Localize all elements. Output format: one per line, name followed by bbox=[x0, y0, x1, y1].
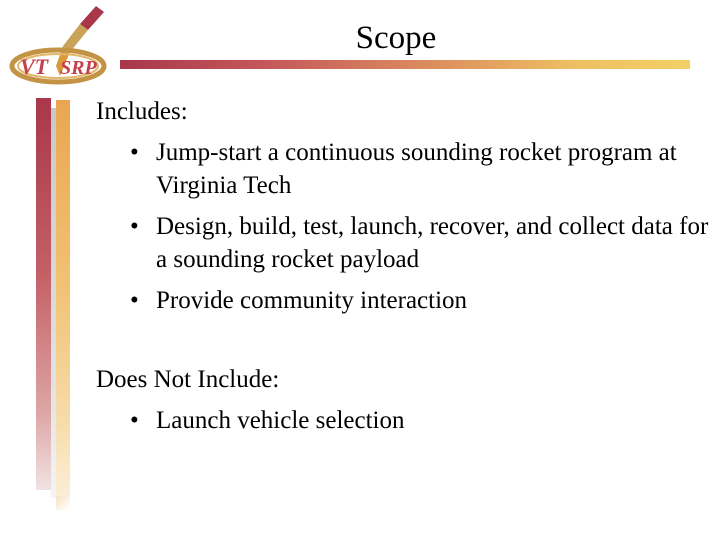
slide-title: Scope bbox=[355, 20, 437, 56]
bullet-item bbox=[130, 210, 716, 276]
bullet-text: Provide community interaction bbox=[156, 287, 468, 314]
bullet-item bbox=[130, 404, 716, 437]
logo-left-text: VT bbox=[20, 54, 49, 79]
bullet-dot: • bbox=[130, 407, 139, 434]
section-heading-does-not-include: Does Not Include: bbox=[96, 366, 280, 393]
bullet-dot: • bbox=[130, 139, 139, 166]
bullet-item bbox=[130, 284, 716, 317]
left-accent-bar-red bbox=[36, 98, 51, 490]
bullet-text: Launch vehicle selection bbox=[156, 407, 405, 434]
title-underline-bar bbox=[120, 60, 690, 69]
bullet-item bbox=[130, 136, 716, 202]
bullet-text: Design, build, test, launch, recover, and collect data for a sounding rocket payload bbox=[156, 213, 709, 273]
logo-right-text: SRP bbox=[60, 57, 97, 79]
bullet-dot: • bbox=[130, 287, 139, 314]
section-heading-includes: Includes: bbox=[96, 98, 188, 125]
left-accent-bar-tip bbox=[56, 496, 70, 510]
bullet-dot: • bbox=[130, 213, 139, 240]
left-accent-bar-gold bbox=[56, 100, 70, 504]
bullet-text: Jump-start a continuous sounding rocket program at Virginia Tech bbox=[156, 139, 677, 199]
